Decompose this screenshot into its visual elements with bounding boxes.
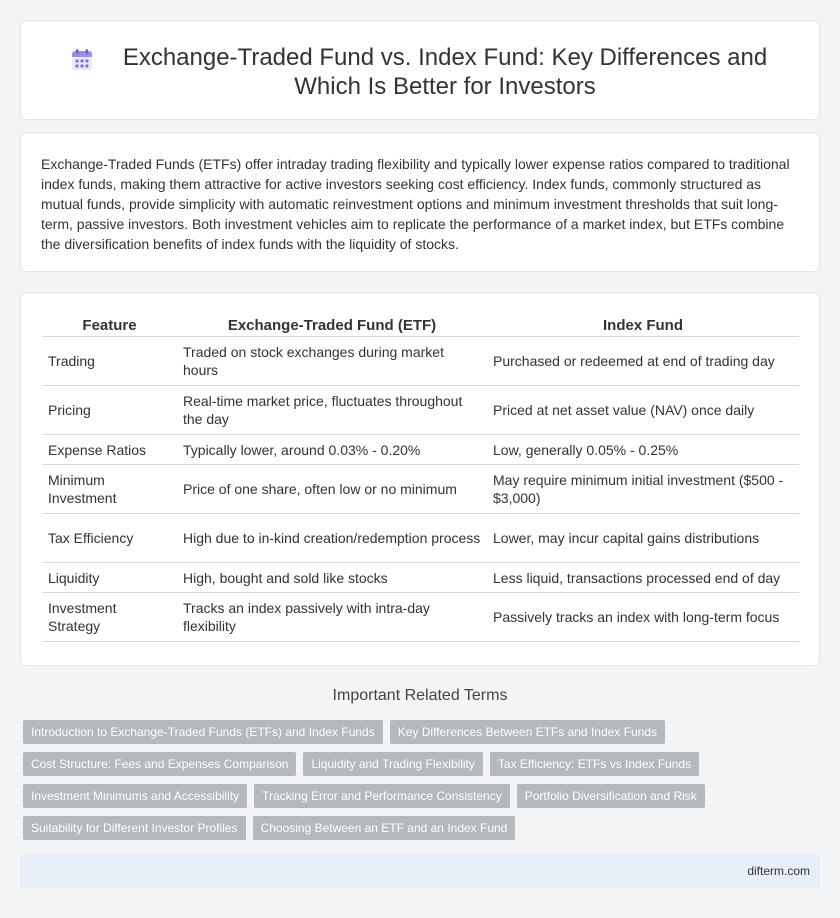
etf-cell: Tracks an index passively with intra-day flexibility [177,593,487,642]
table-row [42,465,799,514]
related-terms-title: Important Related Terms [332,687,508,704]
related-tags-row [23,752,699,776]
related-term-tag[interactable]: Choosing Between an ETF and an Index Fund [253,816,516,840]
index-fund-cell: May require minimum initial investment ($500 - $3,000) [487,465,799,514]
column-header-feature: Feature [42,315,177,337]
index-fund-cell: Purchased or redeemed at end of trading day [487,337,799,386]
index-fund-cell: Priced at net asset value (NAV) once daily [487,386,799,435]
related-tags-row [23,720,665,744]
feature-cell: Tax Efficiency [42,514,177,563]
etf-cell: Typically lower, around 0.03% - 0.20% [177,435,487,465]
feature-cell: Liquidity [42,563,177,593]
related-term-tag[interactable]: Liquidity and Trading Flexibility [303,752,482,776]
feature-cell: Minimum Investment [42,465,177,514]
related-term-tag[interactable]: Portfolio Diversification and Risk [517,784,705,808]
related-tags-row [23,784,705,808]
index-fund-cell: Less liquid, transactions processed end of day [487,563,799,593]
index-fund-cell: Passively tracks an index with long-term focus [487,593,799,642]
etf-cell: Price of one share, often low or no minimum [177,465,487,514]
etf-cell: High due to in-kind creation/redemption process [177,514,487,563]
table-row [42,563,799,593]
header-card [20,20,820,120]
related-tags-row [23,816,515,840]
feature-cell: Trading [42,337,177,386]
feature-cell: Pricing [42,386,177,435]
table-row [42,593,799,642]
page-title: Exchange-Traded Fund vs. Index Fund: Key Differences and Which Is Better for Investors [122,44,768,100]
related-term-tag[interactable]: Suitability for Different Investor Profiles [23,816,246,840]
table-row [42,435,799,465]
etf-cell: High, bought and sold like stocks [177,563,487,593]
index-fund-cell: Lower, may incur capital gains distributions [487,514,799,563]
feature-cell: Expense Ratios [42,435,177,465]
table-row [42,337,799,386]
table-row [42,386,799,435]
related-term-tag[interactable]: Key Differences Between ETFs and Index Funds [390,720,665,744]
index-fund-cell: Low, generally 0.05% - 0.25% [487,435,799,465]
footer-site-link[interactable]: difterm.com [747,864,810,878]
comparison-table [42,315,799,642]
etf-cell: Real-time market price, fluctuates throughout the day [177,386,487,435]
column-header-etf: Exchange-Traded Fund (ETF) [177,315,487,337]
intro-card [20,132,820,272]
table-row [42,514,799,563]
related-term-tag[interactable]: Tracking Error and Performance Consistency [254,784,510,808]
related-term-tag[interactable]: Investment Minimums and Accessibility [23,784,247,808]
intro-paragraph: Exchange-Traded Funds (ETFs) offer intraday trading flexibility and typically lower expense ratios compared to traditional index funds, making them attractive for active investors seeking cost efficiency. Index funds, commonly structured as mutual funds, provide simplicity with automatic reinvestment options and minimum investment thresholds that suit long-term, passive investors. Both investment vehicles aim to replicate the performance of a market index, but ETFs combine the diversification benefits of index funds with the liquidity of stocks. [41,156,790,252]
footer-bar [20,854,820,888]
feature-cell: Investment Strategy [42,593,177,642]
comparison-table-card [20,292,820,666]
table-header-row [42,315,799,337]
related-term-tag[interactable]: Introduction to Exchange-Traded Funds (ETFs) and Index Funds [23,720,383,744]
related-term-tag[interactable]: Cost Structure: Fees and Expenses Comparison [23,752,296,776]
related-term-tag[interactable]: Tax Efficiency: ETFs vs Index Funds [490,752,699,776]
etf-cell: Traded on stock exchanges during market hours [177,337,487,386]
column-header-index-fund: Index Fund [487,315,799,337]
